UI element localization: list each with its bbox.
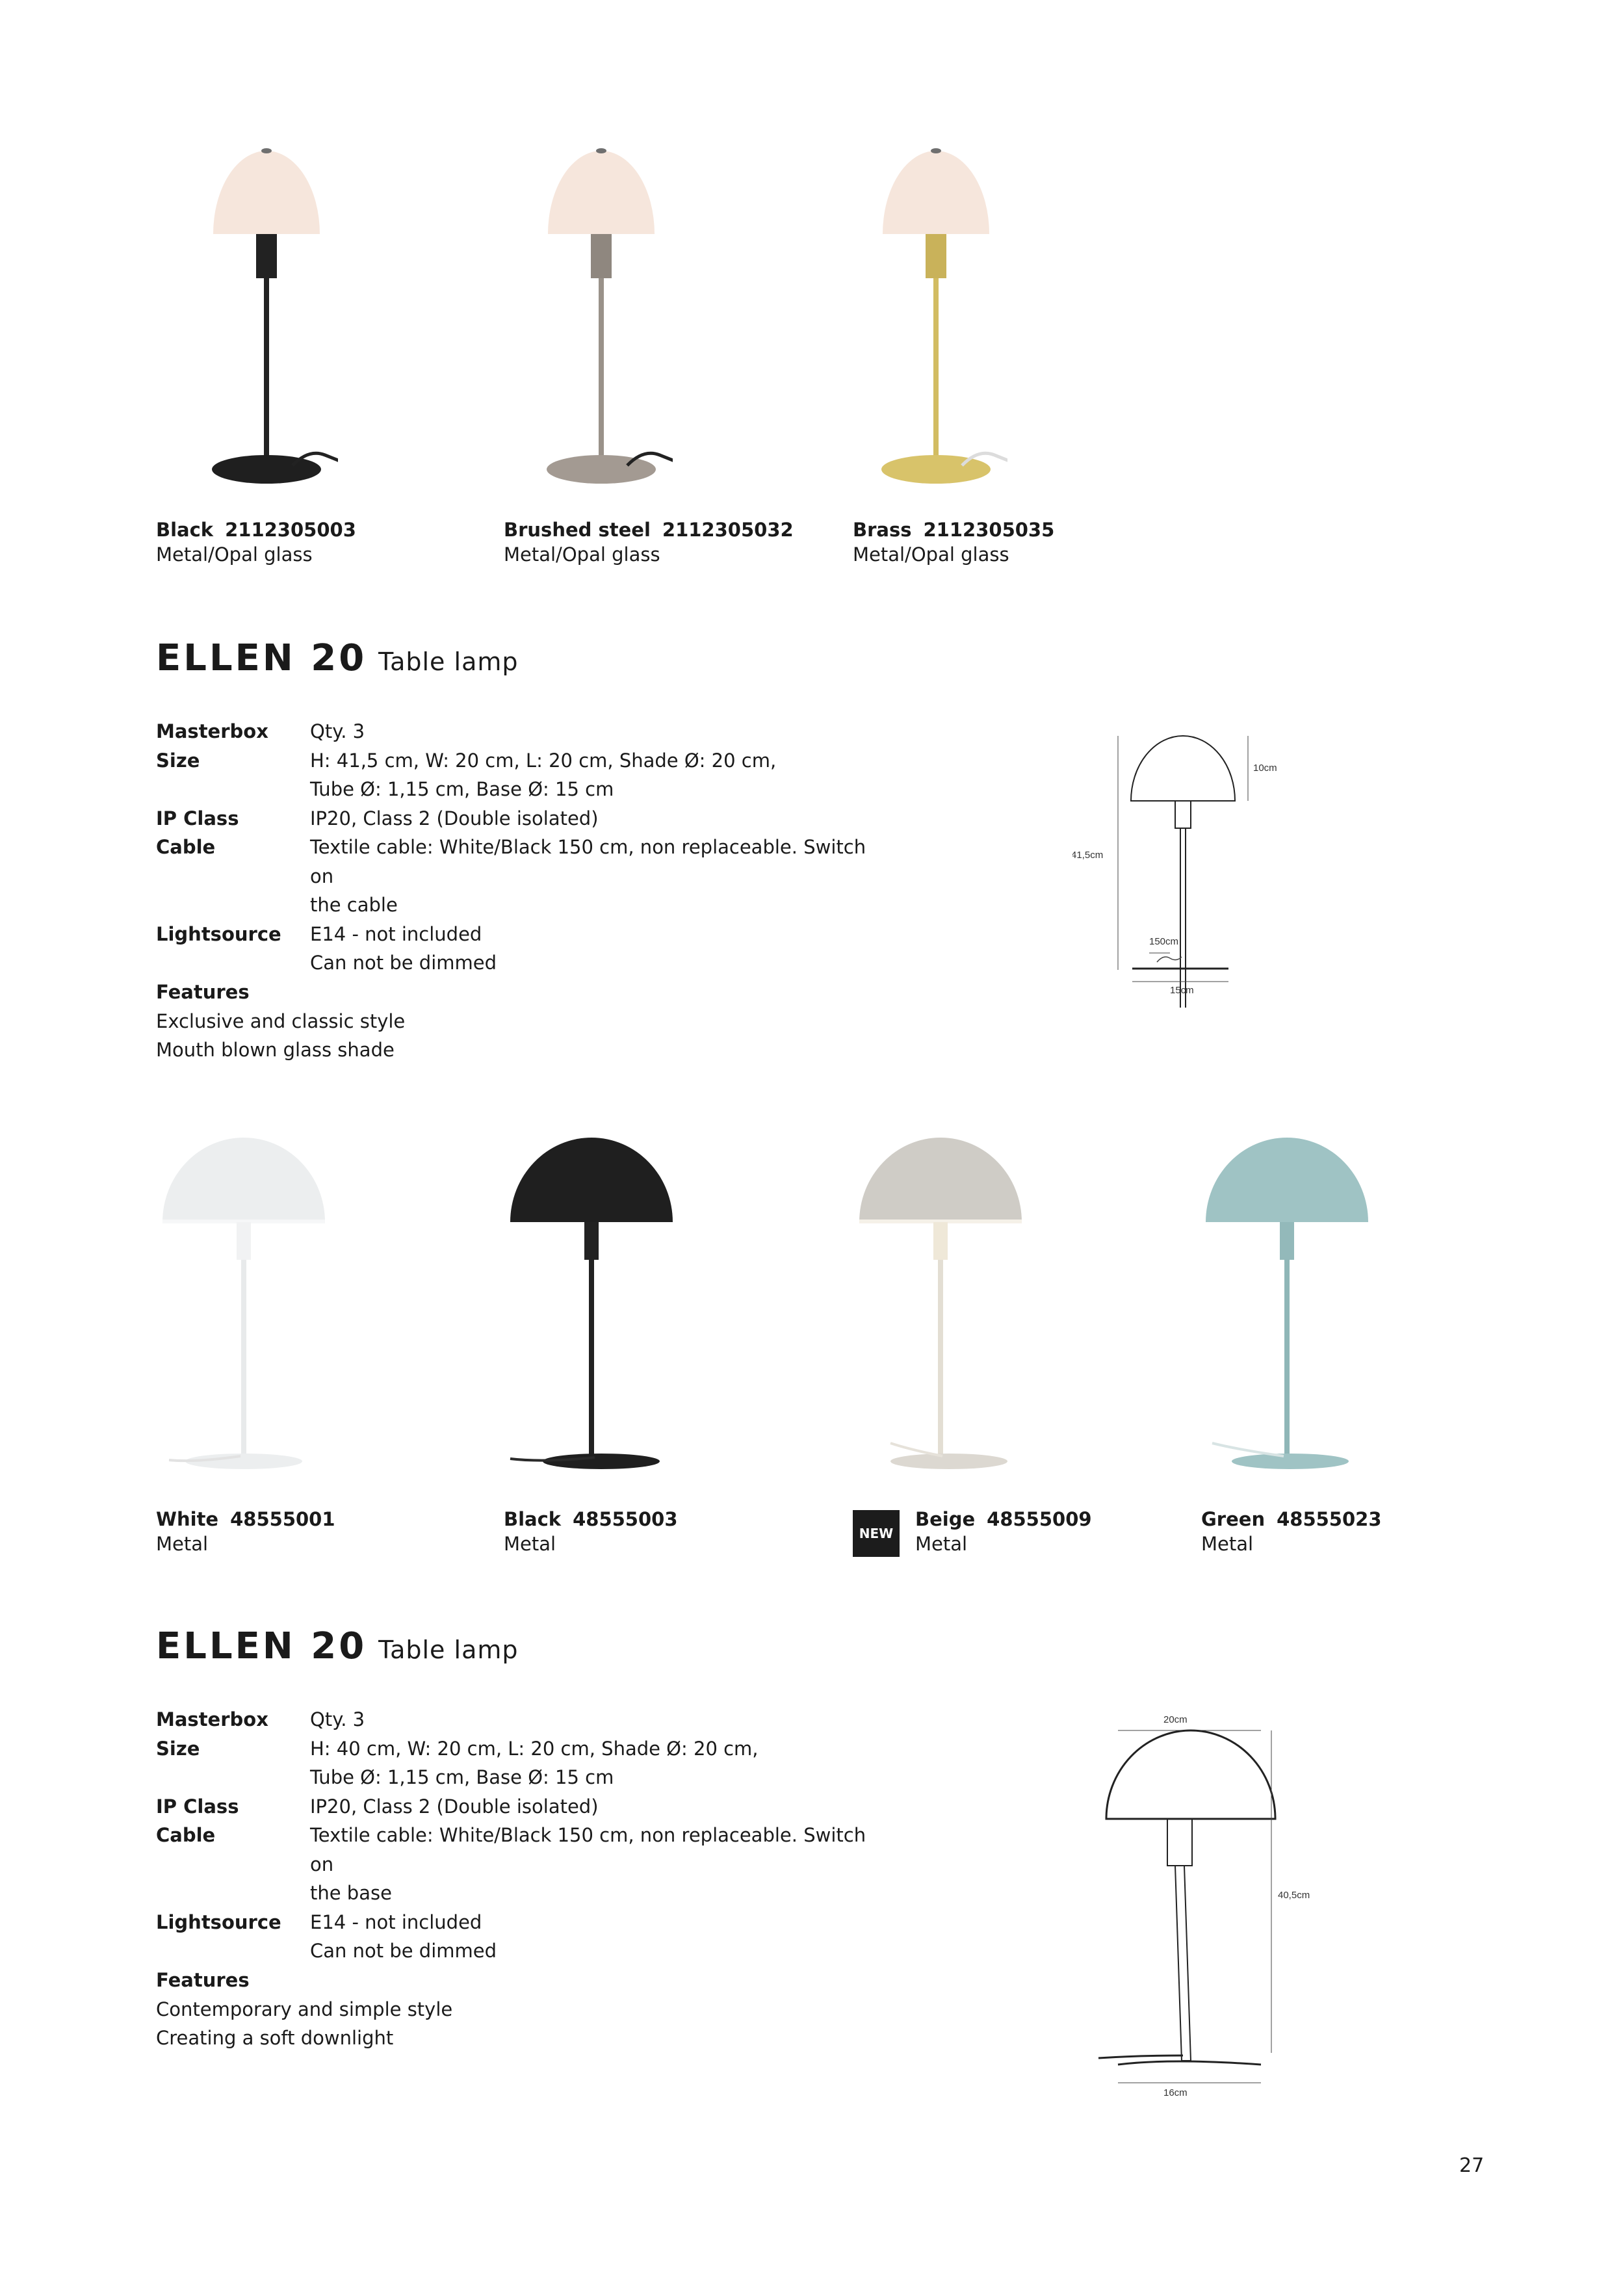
- variant-color: Brass: [853, 519, 912, 541]
- spec-row: [156, 833, 869, 920]
- spec-row: [156, 1792, 869, 1821]
- variant-color: Black: [156, 519, 214, 541]
- variant-code: 2112305003: [225, 519, 356, 541]
- spec-row: [156, 920, 869, 978]
- spec-value: E14 - not included: [310, 1911, 482, 1933]
- spec-table: [156, 1705, 869, 1966]
- spec-key: Masterbox: [156, 720, 268, 742]
- variant-code: 48555003: [573, 1508, 678, 1530]
- spec-row: [156, 746, 869, 804]
- feature-item: Exclusive and classic style: [156, 1010, 406, 1032]
- new-badge: NEW: [853, 1510, 900, 1557]
- spec-key: Size: [156, 1737, 200, 1760]
- variant-material: Metal/Opal glass: [156, 543, 313, 566]
- dimension-label: 41,5cm: [1072, 850, 1104, 861]
- spec-key: Cable: [156, 836, 216, 858]
- variant-caption: [853, 517, 1054, 567]
- dimension-label: 15cm: [1170, 985, 1194, 996]
- variant-material: Metal: [156, 1533, 209, 1555]
- product-photo-black-opal: [195, 143, 338, 488]
- variant-color: Black: [504, 1508, 562, 1530]
- spec-table: [156, 717, 869, 978]
- variant-color: White: [156, 1508, 219, 1530]
- spec-value: Qty. 3: [310, 720, 365, 742]
- variant-material: Metal: [504, 1533, 556, 1555]
- product-name: ELLEN 20: [156, 637, 367, 679]
- dimension-label: 16cm: [1163, 2087, 1188, 2098]
- spec-key: IP Class: [156, 1795, 239, 1818]
- features-block: [156, 978, 405, 1065]
- dimension-label: 20cm: [1163, 1714, 1188, 1725]
- features-block: [156, 1966, 452, 2053]
- spec-value: Tube Ø: 1,15 cm, Base Ø: 15 cm: [310, 778, 614, 800]
- spec-value: Qty. 3: [310, 1708, 365, 1730]
- page-number: 27: [1459, 2154, 1485, 2177]
- spec-value: Can not be dimmed: [310, 1940, 497, 1962]
- feature-item: Mouth blown glass shade: [156, 1039, 395, 1061]
- spec-value: the base: [310, 1882, 392, 1904]
- dimension-label: 150cm: [1149, 936, 1179, 947]
- spec-key: Lightsource: [156, 1911, 281, 1933]
- variant-color: Beige: [915, 1508, 976, 1530]
- spec-row: [156, 1821, 869, 1908]
- spec-value: Textile cable: White/Black 150 cm, non replaceable. Switch on: [310, 836, 866, 887]
- spec-value: IP20, Class 2 (Double isolated): [310, 807, 599, 829]
- spec-value: the cable: [310, 894, 398, 916]
- product-type: Table lamp: [378, 1636, 519, 1664]
- spec-value: IP20, Class 2 (Double isolated): [310, 1795, 599, 1818]
- spec-row: [156, 717, 869, 746]
- variant-caption: [156, 517, 356, 567]
- product-photo-green-metal: [1199, 1138, 1381, 1482]
- spec-value: Tube Ø: 1,15 cm, Base Ø: 15 cm: [310, 1766, 614, 1788]
- technical-drawing: [1072, 735, 1287, 1010]
- product-type: Table lamp: [378, 647, 519, 676]
- product-photo-steel-opal: [530, 143, 673, 488]
- variant-caption: [504, 1507, 678, 1556]
- variant-code: 2112305035: [923, 519, 1055, 541]
- spec-key: Masterbox: [156, 1708, 268, 1730]
- dimension-label: 10cm: [1253, 763, 1277, 774]
- spec-row: [156, 1705, 869, 1734]
- spec-value: Can not be dimmed: [310, 952, 497, 974]
- spec-value: H: 41,5 cm, W: 20 cm, L: 20 cm, Shade Ø: 20 cm,: [310, 749, 777, 772]
- variant-color: Brushed steel: [504, 519, 651, 541]
- spec-key: Cable: [156, 1824, 216, 1846]
- variant-material: Metal/Opal glass: [853, 543, 1009, 566]
- variant-material: Metal/Opal glass: [504, 543, 660, 566]
- product-title: [156, 1625, 519, 1667]
- variant-caption: [915, 1507, 1092, 1556]
- spec-key: Size: [156, 749, 200, 772]
- spec-value: Textile cable: White/Black 150 cm, non replaceable. Switch on: [310, 1824, 866, 1875]
- product-photo-white-metal: [156, 1138, 338, 1482]
- variant-code: 48555009: [987, 1508, 1092, 1530]
- variant-code: 48555023: [1277, 1508, 1382, 1530]
- variant-material: Metal: [1201, 1533, 1254, 1555]
- product-photo-brass-opal: [864, 143, 1007, 488]
- feature-item: Creating a soft downlight: [156, 2027, 394, 2049]
- spec-value: E14 - not included: [310, 922, 482, 945]
- product-photo-black-metal: [504, 1138, 686, 1482]
- variant-code: 48555001: [230, 1508, 335, 1530]
- product-photo-beige-metal: [851, 1138, 1033, 1482]
- features-heading: Features: [156, 981, 250, 1003]
- variant-color: Green: [1201, 1508, 1266, 1530]
- spec-row: [156, 804, 869, 833]
- dimension-label: 40,5cm: [1278, 1890, 1310, 1901]
- spec-row: [156, 1734, 869, 1792]
- spec-row: [156, 1908, 869, 1966]
- variant-code: 2112305032: [662, 519, 794, 541]
- product-title: [156, 637, 519, 679]
- features-heading: Features: [156, 1969, 250, 1991]
- spec-value: H: 40 cm, W: 20 cm, L: 20 cm, Shade Ø: 20 cm,: [310, 1737, 759, 1760]
- variant-caption: [1201, 1507, 1382, 1556]
- feature-item: Contemporary and simple style: [156, 1998, 453, 2020]
- technical-drawing: [1092, 1702, 1352, 2107]
- variant-caption: [156, 1507, 335, 1556]
- spec-key: Lightsource: [156, 922, 281, 945]
- variant-caption: [504, 517, 794, 567]
- product-name: ELLEN 20: [156, 1625, 367, 1667]
- spec-key: IP Class: [156, 807, 239, 829]
- variant-material: Metal: [915, 1533, 968, 1555]
